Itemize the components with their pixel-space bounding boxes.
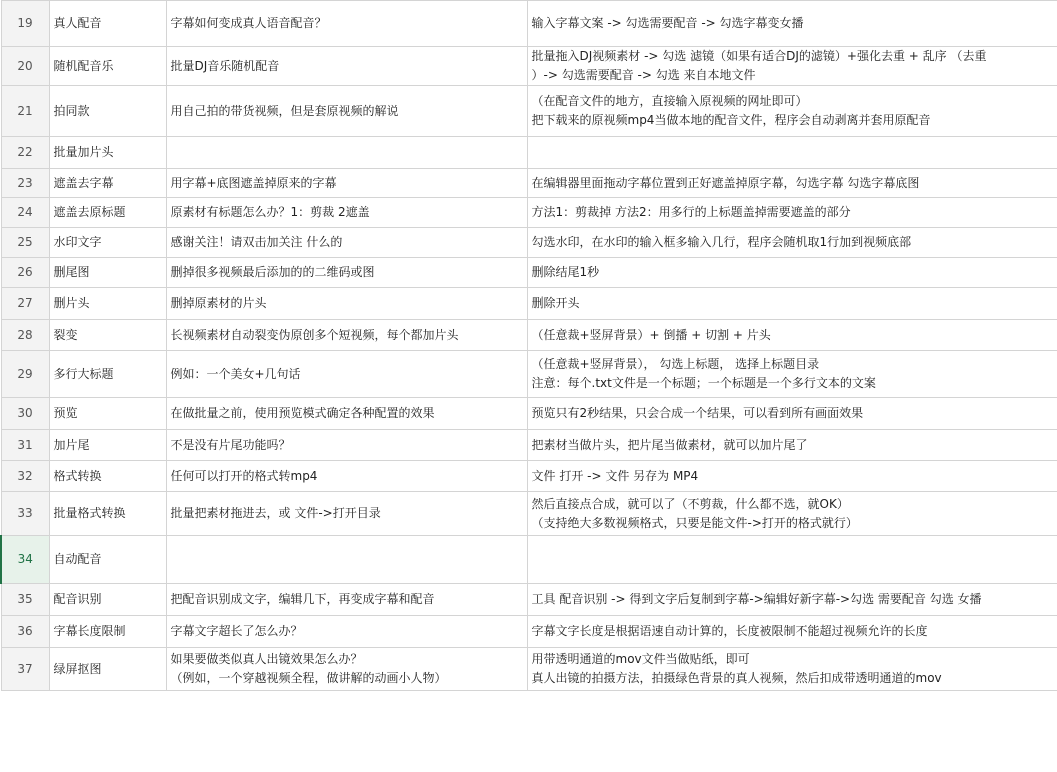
- feature-name-cell[interactable]: 绿屏抠图: [49, 648, 166, 691]
- steps-line: 勾选水印，在水印的输入框多输入几行，程序会随机取1行加到视频底部: [531, 235, 912, 249]
- description-line: 原素材有标题怎么办？1：剪裁 2遮盖: [170, 205, 370, 219]
- steps-cell[interactable]: [527, 351, 1057, 398]
- description-cell[interactable]: [166, 430, 527, 461]
- row-number[interactable]: 30: [1, 398, 49, 430]
- steps-line: （在配音文件的地方，直接输入原视频的网址即可）: [531, 94, 808, 108]
- row-number[interactable]: 28: [1, 320, 49, 351]
- description-cell[interactable]: [166, 228, 527, 258]
- table-row[interactable]: [1, 536, 1057, 584]
- row-number[interactable]: 35: [1, 584, 49, 616]
- feature-name-cell[interactable]: 加片尾: [49, 430, 166, 461]
- steps-line: 真人出镜的拍摄方法，拍摄绿色背景的真人视频，然后扣成带透明通道的mov: [531, 671, 942, 685]
- description-cell[interactable]: [166, 461, 527, 492]
- description-cell[interactable]: [166, 536, 527, 584]
- description-line: 如果要做类似真人出镜效果怎么办？: [170, 652, 363, 666]
- feature-name-cell[interactable]: 多行大标题: [49, 351, 166, 398]
- description-line: 例如：一个美女+几句话: [170, 366, 301, 381]
- steps-line: 批量拖入DJ视频素材 -> 勾选 滤镜（如果有适合DJ的滤镜）+强化去重 + 乱序 （去重: [531, 49, 987, 63]
- description-cell[interactable]: [166, 258, 527, 288]
- description-cell[interactable]: [166, 86, 527, 137]
- steps-line: 删除结尾1秒: [531, 265, 600, 279]
- steps-line: 在编辑器里面拖动字幕位置到正好遮盖掉原字幕，勾选字幕 勾选字幕底图: [531, 175, 920, 190]
- row-number[interactable]: 34: [1, 536, 49, 584]
- steps-line: 预览只有2秒结果，只会合成一个结果，可以看到所有画面效果: [531, 406, 864, 420]
- steps-cell[interactable]: [527, 137, 1057, 169]
- description-line: 把配音识别成文字，编辑几下，再变成字幕和配音: [170, 592, 435, 606]
- table-row[interactable]: [1, 398, 1057, 430]
- table-row[interactable]: [1, 288, 1057, 320]
- row-number[interactable]: 33: [1, 492, 49, 536]
- row-number[interactable]: 23: [1, 169, 49, 198]
- feature-name-cell[interactable]: 字幕长度限制: [49, 616, 166, 648]
- steps-cell[interactable]: [527, 492, 1057, 536]
- row-number[interactable]: 31: [1, 430, 49, 461]
- steps-cell[interactable]: [527, 86, 1057, 137]
- feature-name-cell[interactable]: 拍同款: [49, 86, 166, 137]
- description-line: （例如，一个穿越视频全程，做讲解的动画小人物）: [170, 671, 447, 685]
- feature-name-cell[interactable]: 自动配音: [49, 536, 166, 584]
- row-number[interactable]: 27: [1, 288, 49, 320]
- description-line: 不是没有片尾功能吗？: [170, 437, 291, 452]
- steps-line: 删除开头: [531, 296, 580, 310]
- description-cell[interactable]: [166, 198, 527, 228]
- description-cell[interactable]: [166, 288, 527, 320]
- steps-cell[interactable]: [527, 47, 1057, 86]
- steps-cell[interactable]: [527, 228, 1057, 258]
- row-number[interactable]: 21: [1, 86, 49, 137]
- steps-cell[interactable]: [527, 616, 1057, 648]
- feature-name-cell[interactable]: 删尾图: [49, 258, 166, 288]
- table-row[interactable]: [1, 1, 1057, 47]
- description-line: 用字幕+底图遮盖掉原来的字幕: [170, 175, 337, 190]
- steps-cell[interactable]: [527, 430, 1057, 461]
- feature-name-cell[interactable]: 删片头: [49, 288, 166, 320]
- table-row[interactable]: [1, 461, 1057, 492]
- description-cell[interactable]: [166, 616, 527, 648]
- steps-cell[interactable]: [527, 1, 1057, 47]
- steps-line: （任意裁+竖屏背景）， 勾选上标题， 选择上标题目录: [531, 357, 820, 371]
- description-line: 批量DJ音乐随机配音: [170, 58, 280, 73]
- steps-line: 用带透明通道的mov文件当做贴纸，即可: [531, 652, 750, 666]
- steps-line: 把素材当做片头，把片尾当做素材，就可以加片尾了: [531, 437, 808, 452]
- description-line: 批量把素材拖进去，或 文件->打开目录: [170, 506, 381, 520]
- description-cell[interactable]: [166, 398, 527, 430]
- steps-cell[interactable]: [527, 398, 1057, 430]
- description-line: 字幕如何变成真人语音配音？: [170, 16, 327, 30]
- description-line: 在做批量之前，使用预览模式确定各种配置的效果: [170, 406, 435, 420]
- steps-line: （支持绝大多数视频格式，只要是能文件->打开的格式就行）: [531, 515, 858, 530]
- steps-line: 然后直接点合成，就可以了（不剪裁，什么都不选，就OK）: [531, 496, 849, 511]
- feature-name-cell[interactable]: 预览: [49, 398, 166, 430]
- table-row[interactable]: [1, 47, 1057, 86]
- description-line: 长视频素材自动裂变伪原创多个短视频，每个都加片头: [170, 327, 459, 342]
- row-number[interactable]: 24: [1, 198, 49, 228]
- feature-name-cell[interactable]: 真人配音: [49, 1, 166, 47]
- table-row[interactable]: [1, 228, 1057, 258]
- grid-body: [1, 1, 1057, 691]
- row-number[interactable]: 19: [1, 1, 49, 47]
- description-cell[interactable]: [166, 320, 527, 351]
- row-number[interactable]: 22: [1, 137, 49, 169]
- row-number[interactable]: 36: [1, 616, 49, 648]
- table-row[interactable]: [1, 198, 1057, 228]
- description-line: 删掉很多视频最后添加的的二维码或图: [170, 265, 375, 279]
- steps-cell[interactable]: [527, 198, 1057, 228]
- table-row[interactable]: [1, 320, 1057, 351]
- description-line: 删掉原素材的片头: [170, 296, 267, 310]
- description-line: 任何可以打开的格式转mp4: [170, 468, 318, 483]
- row-number[interactable]: 37: [1, 648, 49, 691]
- table-row[interactable]: [1, 492, 1057, 536]
- table-row[interactable]: [1, 169, 1057, 198]
- feature-name-cell[interactable]: 遮盖去字幕: [49, 169, 166, 198]
- steps-line: 把下载来的原视频mp4当做本地的配音文件，程序会自动剥离并套用原配音: [531, 113, 931, 127]
- table-row[interactable]: [1, 584, 1057, 616]
- feature-name-cell[interactable]: 随机配音乐: [49, 47, 166, 86]
- steps-line: 方法1：剪裁掉 方法2：用多行的上标题盖掉需要遮盖的部分: [531, 205, 851, 219]
- steps-cell[interactable]: [527, 288, 1057, 320]
- steps-line: 字幕文字长度是根据语速自动计算的，长度被限制不能超过视频允许的长度: [531, 624, 928, 638]
- feature-name-cell[interactable]: 遮盖去原标题: [49, 198, 166, 228]
- description-cell[interactable]: [166, 648, 527, 691]
- table-row[interactable]: [1, 137, 1057, 169]
- row-number[interactable]: 25: [1, 228, 49, 258]
- table-row[interactable]: [1, 86, 1057, 137]
- row-number[interactable]: 20: [1, 47, 49, 86]
- steps-cell[interactable]: [527, 584, 1057, 616]
- feature-name-cell[interactable]: 裂变: [49, 320, 166, 351]
- description-line: 用自己拍的带货视频，但是套原视频的解说: [170, 103, 399, 118]
- steps-cell[interactable]: [527, 169, 1057, 198]
- feature-name-cell[interactable]: 格式转换: [49, 461, 166, 492]
- table-row[interactable]: [1, 430, 1057, 461]
- steps-line: 输入字幕文案 -> 勾选需要配音 -> 勾选字幕变女播: [531, 16, 804, 30]
- description-cell[interactable]: [166, 351, 527, 398]
- feature-name-cell[interactable]: 配音识别: [49, 584, 166, 616]
- description-cell[interactable]: [166, 492, 527, 536]
- steps-cell[interactable]: [527, 258, 1057, 288]
- feature-name-cell[interactable]: 批量格式转换: [49, 492, 166, 536]
- table-row[interactable]: [1, 351, 1057, 398]
- row-number[interactable]: 32: [1, 461, 49, 492]
- steps-line: 文件 打开 -> 文件 另存为 MP4: [531, 468, 699, 483]
- description-cell[interactable]: [166, 169, 527, 198]
- feature-name-cell[interactable]: 水印文字: [49, 228, 166, 258]
- steps-line: 注意：每个.txt文件是一个标题；一个标题是一个多行文本的文案: [531, 376, 876, 390]
- description-line: 感谢关注！请双击加关注 什么的: [170, 235, 343, 249]
- steps-line: 工具 配音识别 -> 得到文字后复制到字幕->编辑好新字幕->勾选 需要配音 勾选 女播: [531, 592, 982, 606]
- description-cell[interactable]: [166, 1, 527, 47]
- steps-cell[interactable]: [527, 536, 1057, 584]
- row-number[interactable]: 29: [1, 351, 49, 398]
- description-cell[interactable]: [166, 47, 527, 86]
- steps-cell[interactable]: [527, 461, 1057, 492]
- feature-name-cell[interactable]: 批量加片头: [49, 137, 166, 169]
- description-cell[interactable]: [166, 137, 527, 169]
- steps-cell[interactable]: [527, 320, 1057, 351]
- description-cell[interactable]: [166, 584, 527, 616]
- steps-line: （任意裁+竖屏背景）+ 倒播 + 切割 + 片头: [531, 327, 771, 342]
- description-line: 字幕文字超长了怎么办？: [170, 624, 303, 638]
- table-row[interactable]: [1, 258, 1057, 288]
- row-number[interactable]: 26: [1, 258, 49, 288]
- steps-cell[interactable]: [527, 648, 1057, 691]
- table-row[interactable]: [1, 616, 1057, 648]
- steps-line: ）-> 勾选需要配音 -> 勾选 来自本地文件: [531, 68, 756, 82]
- table-row[interactable]: [1, 648, 1057, 691]
